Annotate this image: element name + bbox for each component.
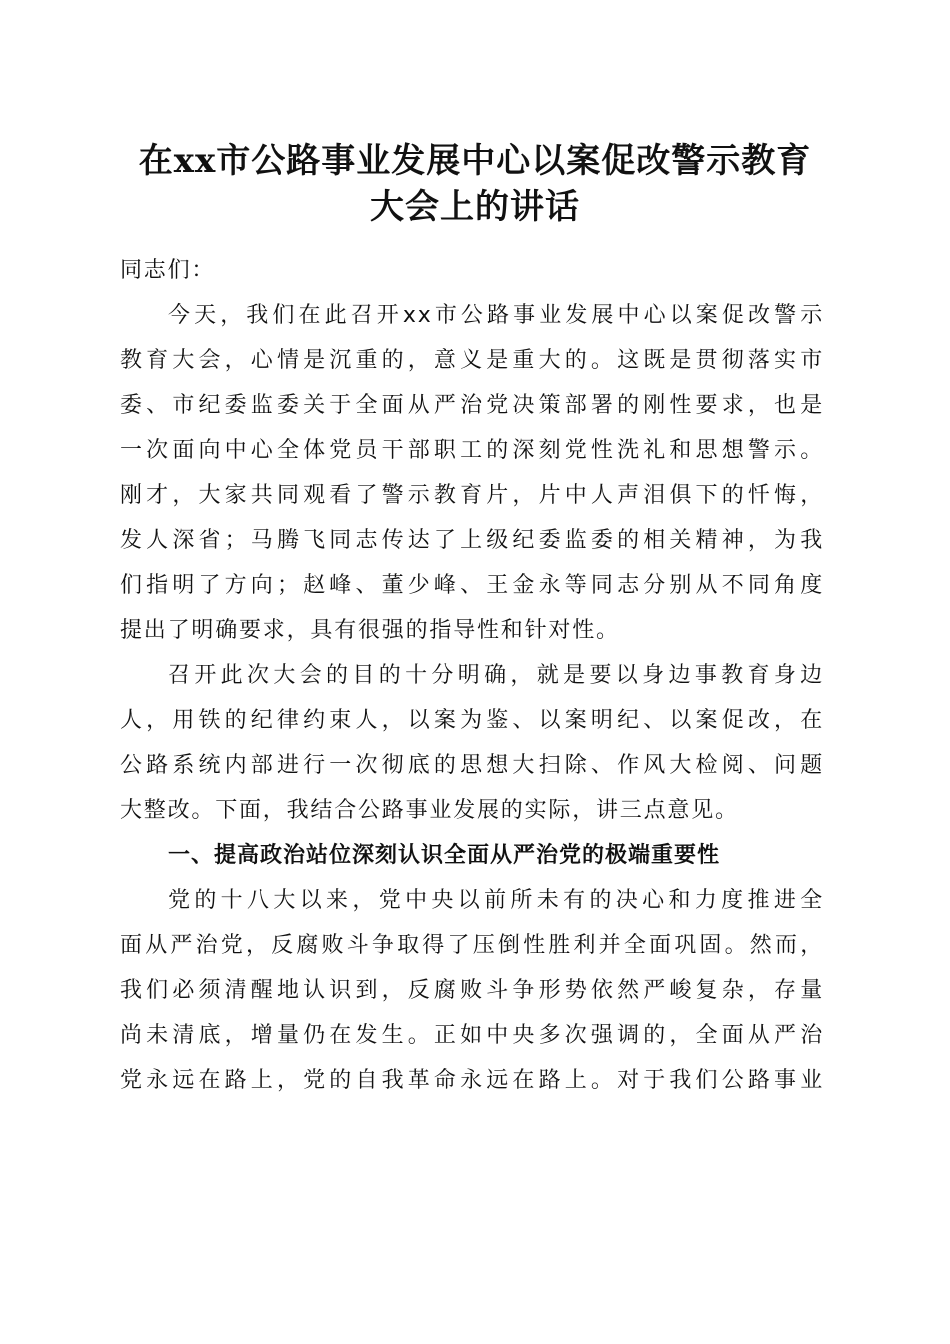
section-heading: 一、提高政治站位深刻认识全面从严治党的极端重要性 bbox=[168, 843, 721, 868]
paragraph-opening bbox=[120, 293, 824, 653]
paragraph-line: 我们必须清醒地认识到，反腐败斗争形势依然严峻复杂，存量 bbox=[120, 978, 824, 1003]
paragraph-line: 一次面向中心全体党员干部职工的深刻党性洗礼和思想警示。 bbox=[120, 438, 824, 463]
paragraph-line: 党的十八大以来，党中央以前所未有的决心和力度推进全 bbox=[168, 888, 824, 913]
paragraph-line: 尚未清底，增量仍在发生。正如中央多次强调的，全面从严治 bbox=[120, 1023, 824, 1048]
paragraph-line: 人，用铁的纪律约束人，以案为鉴、以案明纪、以案促改，在 bbox=[120, 708, 824, 733]
paragraph-purpose bbox=[120, 653, 824, 833]
paragraph-line: 委、市纪委监委关于全面从严治党决策部署的刚性要求，也是 bbox=[120, 393, 824, 418]
title-line-1: 在xx市公路事业发展中心以案促改警示教育 bbox=[138, 141, 812, 181]
paragraph-line: 们指明了方向；赵峰、董少峰、王金永等同志分别从不同角度 bbox=[120, 573, 824, 598]
salutation: 同志们： bbox=[120, 258, 216, 283]
paragraph-line: 发人深省；马腾飞同志传达了上级纪委监委的相关精神，为我 bbox=[120, 528, 824, 553]
paragraph-line: 今天，我们在此召开xx市公路事业发展中心以案促改警示 bbox=[168, 303, 824, 328]
paragraph-section-one bbox=[120, 878, 824, 1103]
paragraph-line: 公路系统内部进行一次彻底的思想大扫除、作风大检阅、问题 bbox=[120, 753, 824, 778]
paragraph-line: 刚才，大家共同观看了警示教育片，片中人声泪俱下的忏悔， bbox=[120, 483, 824, 508]
paragraph-line: 大整改。下面，我结合公路事业发展的实际，讲三点意见。 bbox=[120, 798, 739, 823]
paragraph-line: 面从严治党，反腐败斗争取得了压倒性胜利并全面巩固。然而， bbox=[120, 933, 824, 958]
document-body bbox=[120, 248, 824, 1103]
paragraph-line: 教育大会，心情是沉重的，意义是重大的。这既是贯彻落实市 bbox=[120, 348, 824, 373]
paragraph-line: 党永远在路上，党的自我革命永远在路上。对于我们公路事业 bbox=[120, 1068, 824, 1093]
title-line-2: 大会上的讲话 bbox=[370, 187, 580, 227]
paragraph-line: 召开此次大会的目的十分明确，就是要以身边事教育身边 bbox=[168, 663, 824, 688]
document-title bbox=[60, 138, 890, 230]
paragraph-line: 提出了明确要求，具有很强的指导性和针对性。 bbox=[120, 618, 620, 643]
